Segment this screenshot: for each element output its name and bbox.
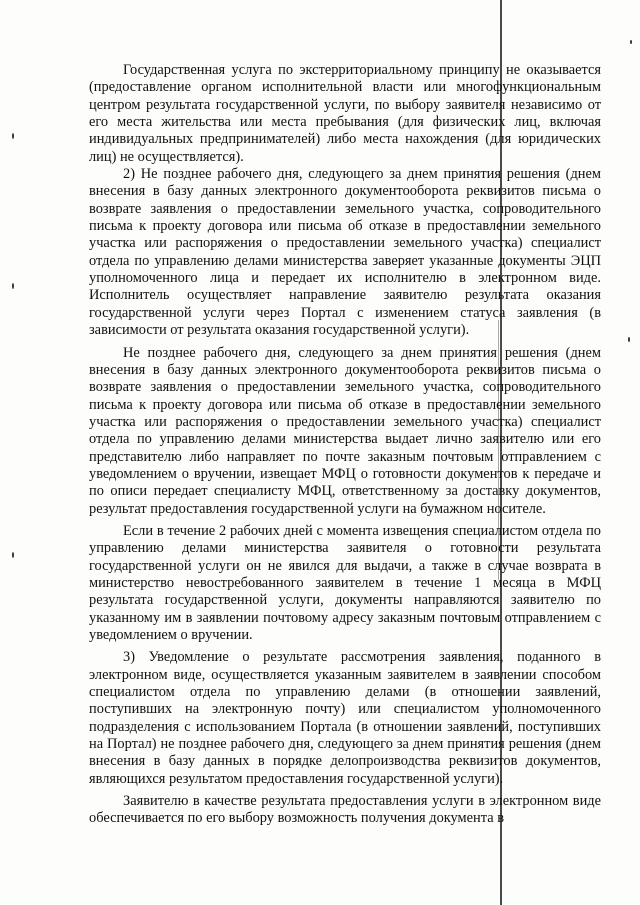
scan-speck	[12, 283, 14, 289]
paragraph-electronic-result: Заявителю в качестве результата предоставления услуги в электронном виде обеспечивается по его выбору возможность получения документа в	[89, 793, 601, 827]
paragraph-unclaimed-result: Если в течение 2 рабочих дней с момента извещения специалистом отдела по управлению делами министерства заявителя о готовности результата государственной услуги он не явился для выдачи, а также в случае возврата в министерство невостребованного заявителем в течение 1 месяца в МФЦ результата государственной услуги, документы направляются заявителю по указанному им в заявлении почтовому адресу заказным почтовым отправлением с уведомлением о вручении.	[89, 522, 601, 643]
document-body	[89, 62, 601, 828]
scan-speck	[12, 133, 14, 139]
scan-speck	[630, 40, 632, 44]
scan-speck	[12, 552, 14, 558]
paragraph-extraterritorial: Государственная услуга по экстерриториальному принципу не оказывается (предоставление органом исполнительной власти или многофункциональным центром результата государственной услуги, по выбору заявителя независимо от его места жительства или места пребывания (для физических лиц, включая индивидуальных предпринимателей) либо места нахождения (для юридических лиц) не осуществляется).	[89, 62, 601, 165]
paragraph-item-2: 2) Не позднее рабочего дня, следующего за днем принятия решения (днем внесения в базу данных электронного документооборота реквизитов письма о возврате заявления о предоставлении земельного участка, сопроводительного письма к проекту договора или письма об отказе в предоставлении земельного участка или распоряжения о предоставлении земельного участка) специалист отдела по управлению делами министерства заверяет указанные документы ЭЦП уполномоченного лица и передает их исполнителю в электронном виде. Исполнитель осуществляет направление заявителю результата оказания государственной услуги через Портал с изменением статуса заявления (в зависимости от результата оказания государственной услуги).	[89, 166, 601, 339]
scan-speck	[628, 337, 630, 342]
paragraph-item-3: 3) Уведомление о результате рассмотрения заявления, поданного в электронном виде, осуществляется указанным заявителем в заявлении способом специалистом отдела по управлению делами (в отношении заявлений, поступивших на электронную почту) или специалистом уполномоченного подразделения с использованием Портала (в отношении заявлений, поступивших на Портал) не позднее рабочего дня, следующего за днем принятия решения (днем внесения в базу данных в порядке делопроизводства реквизитов документов, являющихся результатом предоставления государственной услуги).	[89, 649, 601, 787]
paragraph-paper-delivery: Не позднее рабочего дня, следующего за днем принятия решения (днем внесения в базу данных электронного документооборота реквизитов письма о возврате заявления о предоставлении земельного участка, сопроводительного письма к проекту договора или письма об отказе в предоставлении земельного участка или распоряжения о предоставлении земельного участка) специалист отдела по управлению делами министерства выдает лично заявителю или его представителю либо направляет по почте заказным почтовым отправлением с уведомлением о вручении, извещает МФЦ о готовности документов к передаче и по описи передает специалисту МФЦ, ответственному за доставку документов, результат предоставления государственной услуги на бумажном носителе.	[89, 344, 601, 517]
